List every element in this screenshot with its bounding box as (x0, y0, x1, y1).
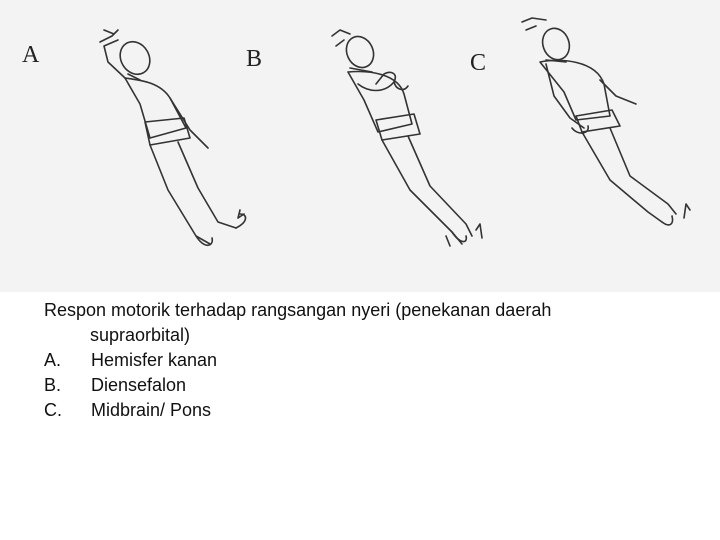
caption-item-text: Midbrain/ Pons (91, 400, 212, 420)
caption-item-key: C. (44, 400, 62, 420)
caption-line-2: supraorbital) (90, 325, 191, 345)
caption-item-a (44, 348, 684, 373)
caption-item-key: B. (44, 375, 62, 395)
panel-label-a: A (22, 42, 40, 68)
caption-item-text: Hemisfer kanan (91, 350, 218, 370)
figure-caption (44, 298, 684, 423)
caption-item-text: Diensefalon (91, 375, 187, 395)
figure-c-drawing (522, 18, 690, 225)
caption-item-b (44, 373, 684, 398)
figure-a-drawing (100, 30, 246, 245)
caption-item-c (44, 398, 684, 423)
panel-label-c: C (470, 50, 487, 76)
panel-label-b: B (246, 46, 263, 72)
caption-item-key: A. (44, 350, 62, 370)
figure-b-drawing (332, 30, 482, 246)
caption-line-1: Respon motorik terhadap rangsangan nyeri (penekanan daerah (44, 300, 552, 320)
